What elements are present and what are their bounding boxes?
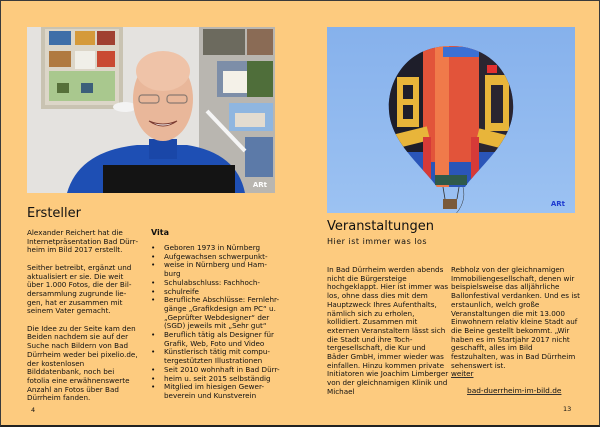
- photo-watermark: ARt: [550, 200, 565, 208]
- intro-text: [27, 229, 139, 412]
- events-paragraph: Rebholz von der gleichnamigen Immobiliengesellschaft, denen wir beispielsweise das alljährliche Ballonfestival verdanken. Und es ist erstaunlich, welch große Veranstaltungen die mit 13.000 Einwohnern relativ kleine Stadt auf die Beine gestellt bekommt. „Wir haben es im Startjahr 2017 nicht geschafft, alles im Bild festzuhalten, was in Bad Dürrheim sehenswert ist.: [451, 265, 580, 370]
- vita-item: • Künstlerisch tätig mit compu-tergestützten Illustrationen: [151, 348, 283, 365]
- section-heading-ersteller: Ersteller: [27, 206, 81, 221]
- balloon-photo: [327, 27, 575, 213]
- vita-item: • heim u. seit 2015 selbständig: [151, 375, 283, 384]
- vita-item: • schulreife: [151, 288, 283, 297]
- vita-list: [151, 244, 283, 401]
- vita-item: • Seit 2010 wohnhaft in Bad Dürr-: [151, 366, 283, 375]
- vita-item: • Schulabschluss: Fachhoch-: [151, 279, 283, 288]
- intro-paragraph: Alexander Reichert hat die Internetpräsentation Bad Dürrheim im Bild 2017 erstellt.: [27, 228, 139, 255]
- website-link[interactable]: bad-duerrheim-im-bild.de: [467, 386, 562, 395]
- page-number-left: 4: [31, 406, 36, 414]
- events-column-2: [451, 266, 581, 379]
- photo-watermark: ARt: [252, 181, 267, 189]
- portrait-photo: [27, 27, 275, 193]
- intro-paragraph: Die Idee zu der Seite kam den Beiden nachdem sie auf der Suche nach Bildern von Bad Dürrheim weder bei pixelio.de, der kostenlosen Bilddatenbank, noch bei fotolia eine erwähnenswerte Anzahl an Fotos über Bad Dürrheim fanden.: [27, 323, 138, 403]
- vita-item: • weise in Nürnberg und Ham-burg: [151, 261, 283, 278]
- page-number-right: 13: [563, 405, 572, 413]
- events-paragraph: In Bad Dürrheim werden abends nicht die Bürgersteige hochgeklappt. Hier ist immer was los, ohne dass dies mit dem Hauptzweck Ihres Aufenthalts, nämlich sich zu erholen, kollidiert. Zusammen mit externen Veranstaltern lässt sich die Stadt und ihre Tochtergesellschaft, die Kur und Bäder GmbH, immer wieder was einfallen. Hinzu kommen private Initiatoren wie Joachim Limberger von der gleichnamigen Klinik und Michael: [327, 265, 449, 396]
- section-subheading: Hier ist immer was los: [327, 237, 428, 246]
- balloon-image: [327, 27, 575, 213]
- vita-heading: Vita: [151, 228, 170, 237]
- intro-paragraph: Seither betreibt, ergänzt und aktualisiert er sie. Die weit über 1.000 Fotos, die der Bildersammlung zugrunde liegen, hat er zusammen mit seinem Vater gemacht.: [27, 262, 132, 316]
- vita-item: • Mitglied im hiesigen Gewer-beverein und Kunstverein: [151, 383, 283, 400]
- more-link[interactable]: weiter: [451, 369, 474, 379]
- section-heading-veranstaltungen: Veranstaltungen: [327, 219, 434, 234]
- vita-item: • Berufliche Abschlüsse: Fernlehr-gänge „Grafikdesign am PC“ u. „Geprüfter Webdesigner“ der (SGD) jeweils mit „Sehr gut“: [151, 296, 283, 331]
- portrait-image: [27, 27, 275, 193]
- vita-item: • Geboren 1973 in Nürnberg: [151, 244, 283, 253]
- events-column-1: [327, 266, 449, 405]
- vita-item: • Aufgewachsen schwerpunkt-: [151, 253, 283, 262]
- vita-item: • Beruflich tätig als Designer für Grafik, Web, Foto und Video: [151, 331, 283, 348]
